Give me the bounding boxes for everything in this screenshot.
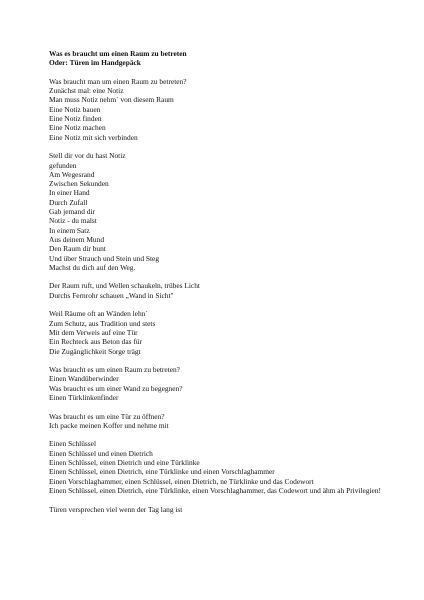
verse-line: Gab jemand dir [49, 207, 95, 217]
verse-line: In einem Satz [49, 225, 90, 235]
verse-line: Durchs Fernrohr schauen „Wand in Sicht" [49, 290, 174, 300]
verse-line: Aus deinem Mund [49, 234, 105, 244]
verse-line: Man muss Notiz nehm´ von diesem Raum [49, 95, 174, 105]
verse-line: Türen versprechen viel wenn der Tag lang ist [49, 504, 183, 514]
verse-line: Weil Räume oft an Wänden lehn´ [49, 309, 148, 319]
poem [49, 49, 394, 514]
stanza-2 [49, 151, 394, 272]
verse-line: Einen Schlüssel [49, 439, 97, 449]
verse-line: gefunden [49, 160, 77, 170]
title-line: Was es braucht um einen Raum zu betreten [49, 49, 187, 58]
stanza-3 [49, 281, 394, 300]
verse-line: Eine Notiz bauen [49, 104, 101, 114]
verse-line: Durch Zufall [49, 197, 88, 207]
stanza-8 [49, 505, 394, 514]
verse-line: Die Zugänglichkeit Sorge trägt [49, 346, 141, 356]
verse-line: Was braucht es um einen Raum zu betreten? [49, 365, 180, 375]
verse-line: Einen Schlüssel, einen Dietrich und eine Türklinke [49, 458, 200, 468]
verse-line: Am Wegesrand [49, 169, 95, 179]
verse-line: Einen Schlüssel, einen Dietrich, eine Türklinke und einen Vorschlaghammer [49, 467, 275, 477]
stanza-1 [49, 77, 394, 142]
verse-line: Zunächst mal: eine Notiz [49, 86, 124, 96]
verse-line: Eine Notiz machen [49, 123, 106, 133]
verse-line: In einer Hand [49, 188, 90, 198]
verse-line: Der Raum ruft, und Wellen schaukeln, trübes Licht [49, 281, 200, 291]
poem-title [49, 49, 394, 68]
verse-line: Mit dem Verweis auf eine Tür [49, 327, 138, 337]
verse-line: Einen Wandüberwinder [49, 374, 119, 384]
verse-line: Einen Schlüssel und einen Dietrich [49, 448, 153, 458]
verse-line: Einen Türklinkenfinder [49, 392, 119, 402]
verse-line: Zum Schutz, aus Tradition und stets [49, 318, 156, 328]
verse-line: Notiz - du malst [49, 216, 97, 226]
verse-line: Eine Notiz mit sich verbinden [49, 132, 138, 142]
verse-line: Stell dir vor du hast Notiz [49, 151, 126, 161]
verse-line: Ich packe meinen Koffer und nehme mit [49, 420, 169, 430]
verse-line: Eine Notiz finden [49, 114, 102, 124]
verse-line: Zwischen Sekunden [49, 179, 109, 189]
verse-line: Den Raum dir bunt [49, 244, 106, 254]
stanza-7 [49, 439, 394, 495]
verse-line: Was braucht es um einer Wand zu begegnen? [49, 383, 183, 393]
verse-line: Und über Strauch und Stein und Steg [49, 253, 160, 263]
verse-line: Machst du dich auf den Weg. [49, 262, 136, 272]
verse-line: Ein Rechteck aus Beton das für [49, 337, 142, 347]
stanza-5 [49, 365, 394, 402]
verse-line: Einen Vorschlaghammer, einen Schlüssel, einen Dietrich, ne Türklinke und das Codewort [49, 476, 314, 486]
subtitle-line: Oder: Türen im Handgepäck [49, 58, 141, 68]
verse-line: Was braucht es um eine Tür zu öffnen? [49, 411, 165, 421]
stanza-4 [49, 309, 394, 355]
verse-line: Einen Schlüssel, einen Dietrich, eine Türklinke, einen Vorschlaghammer, das Codewort und ähm ah Privilegien! [49, 485, 381, 495]
verse-line: Was braucht man um einen Raum zu betreten? [49, 76, 187, 86]
stanza-6 [49, 412, 394, 431]
